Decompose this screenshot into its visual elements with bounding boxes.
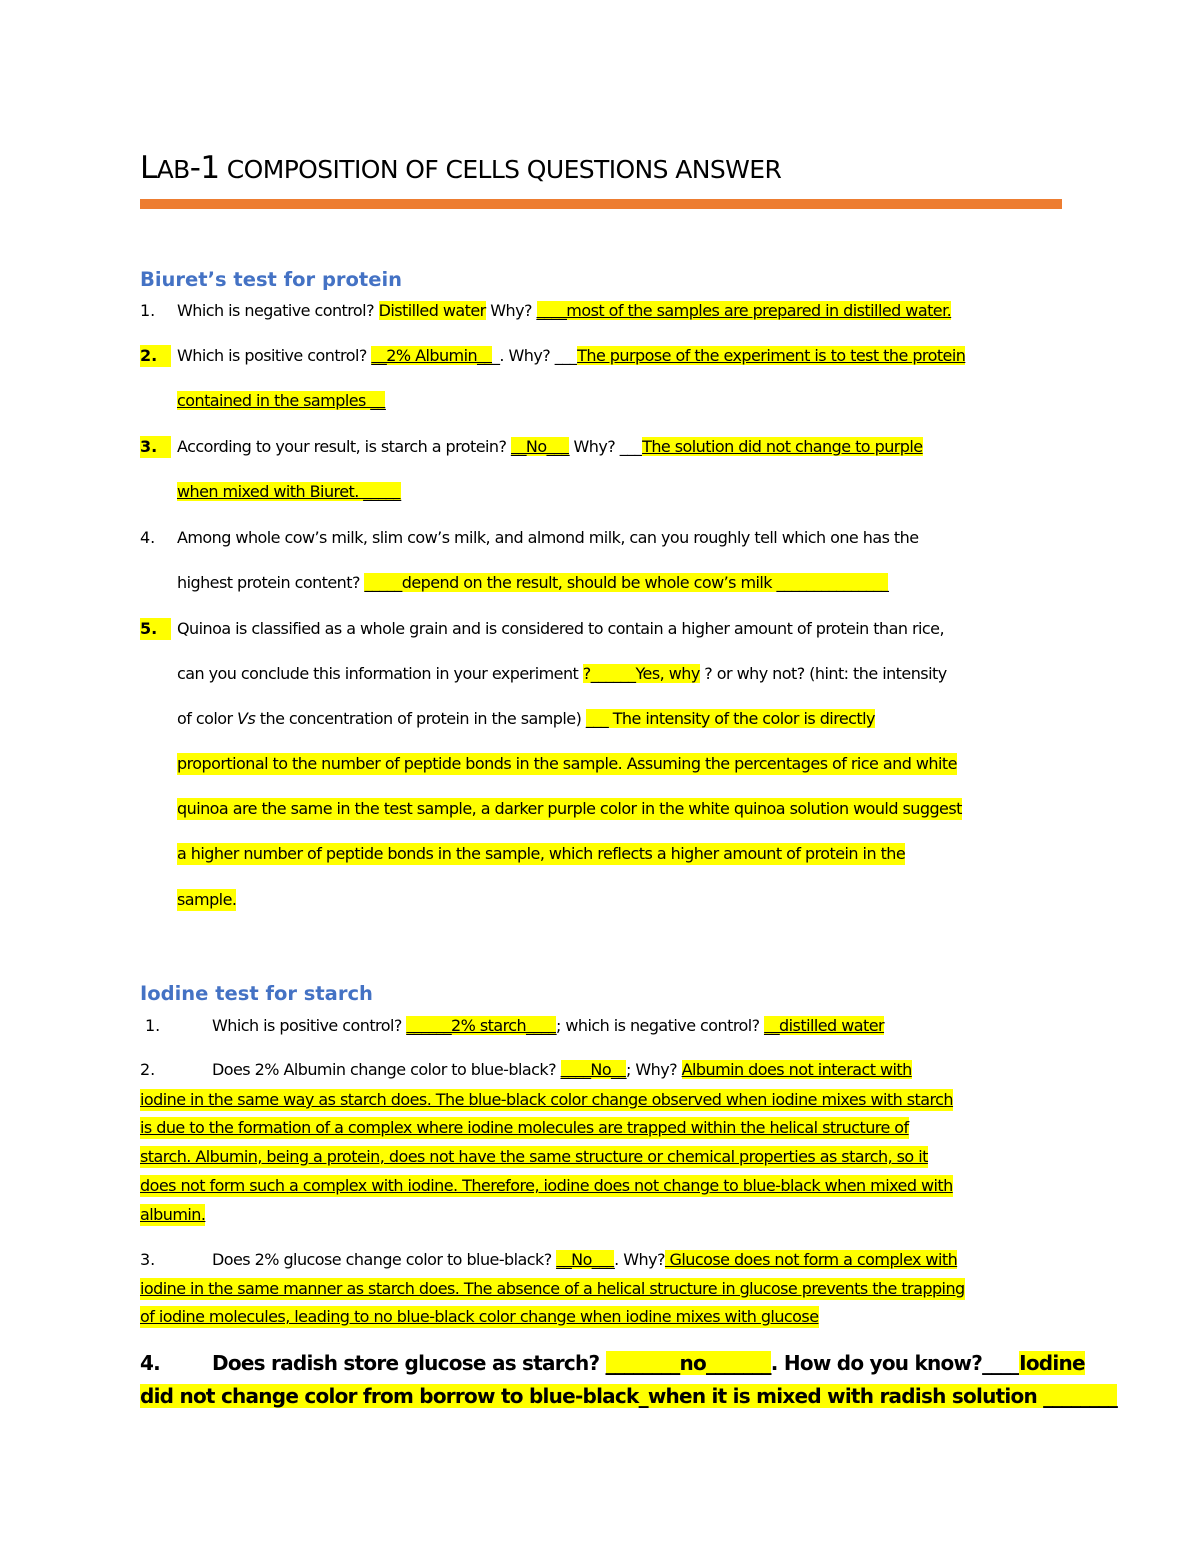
- iodine-q1-mid: ; which is negative control?: [555, 1016, 765, 1035]
- biuret-q5-line3-b: the concentration of protein in the sample): [255, 709, 586, 728]
- iodine-q3-line: iodine in the same manner as starch does. The absence of a helical structure in glucose prevents the trapping: [140, 1279, 965, 1298]
- biuret-q3-answer: __No___: [511, 437, 569, 456]
- iodine-q2-line: starch. Albumin, being a protein, does not have the same structure or chemical properties as starch, so it: [140, 1147, 928, 1166]
- biuret-q5-line3-vs: Vs: [237, 709, 256, 728]
- iodine-q2-text: Does 2% Albumin change color to blue-black?: [212, 1060, 561, 1079]
- biuret-q4-text: highest protein content?: [177, 573, 365, 592]
- iodine-q4-number: 4.: [140, 1351, 161, 1375]
- biuret-q3-reason-line1: The solution did not change to purple: [642, 437, 923, 456]
- biuret-q3-reason-line2: when mixed with Biuret. _____: [177, 482, 401, 501]
- biuret-q4-number: 4.: [140, 528, 156, 547]
- biuret-q2-line2: [177, 390, 385, 412]
- iodine-q4: [212, 1351, 1085, 1375]
- iodine-q2: [212, 1059, 912, 1081]
- iodine-q2-reason-line1: Albumin does not interact with: [681, 1060, 912, 1079]
- iodine-q2-line: iodine in the same way as starch does. The blue-black color change observed when iodine mixes with starch: [140, 1090, 954, 1109]
- iodine-q2-answer: ____No__: [560, 1060, 626, 1079]
- iodine-q4-answer: ________no_______: [605, 1351, 771, 1375]
- biuret-q4-answer: _____depend on the result, should be whole cow’s milk _______________: [364, 573, 889, 592]
- iodine-q2-line: is due to the formation of a complex where iodine molecules are trapped within the helical structure of: [140, 1118, 909, 1137]
- biuret-q2-number: 2.: [140, 345, 171, 367]
- iodine-heading: Iodine test for starch: [140, 982, 373, 1005]
- iodine-q2-why: ; Why?: [625, 1060, 682, 1079]
- biuret-q1-text: Which is negative control?: [177, 301, 379, 320]
- biuret-q1-answer: Distilled water: [378, 301, 486, 320]
- biuret-q5-line5: quinoa are the same in the test sample, a darker purple color in the white quinoa solution would suggest: [177, 799, 962, 818]
- biuret-q5-line7: sample.: [177, 890, 237, 909]
- iodine-q1-text: Which is positive control?: [212, 1016, 407, 1035]
- title-lead-small: AB: [156, 155, 190, 184]
- iodine-q3-answer: __No___: [556, 1250, 615, 1269]
- iodine-q4-text: Does radish store glucose as starch?: [212, 1351, 606, 1375]
- biuret-q5-line6: a higher number of peptide bonds in the sample, which reflects a higher amount of protein in the: [177, 844, 906, 863]
- biuret-q4-line1: Among whole cow’s milk, slim cow’s milk, and almond milk, can you roughly tell which one has the: [177, 528, 919, 547]
- iodine-q1-answer1: ______2% starch____: [406, 1016, 556, 1035]
- biuret-q5-line2-rest: ? or why not? (hint: the intensity: [699, 664, 947, 683]
- biuret-q2-reason-line1: The purpose of the experiment is to test the protein: [577, 346, 966, 365]
- iodine-q3-why: . Why?: [614, 1250, 665, 1269]
- biuret-q1: [177, 300, 951, 322]
- iodine-q3-line: of iodine molecules, leading to no blue-black color change when iodine mixes with glucose: [140, 1307, 819, 1326]
- title-lead-big: L: [140, 150, 157, 186]
- iodine-q4-mid: . How do you know?____: [770, 1351, 1020, 1375]
- biuret-q2-answer: __2% Albumin__: [371, 346, 492, 365]
- biuret-q2-why: _. Why? ___: [491, 346, 578, 365]
- biuret-q2: [177, 345, 965, 367]
- biuret-q5-line2: [177, 663, 947, 685]
- iodine-q4-line2: did not change color from borrow to blue-black_when it is mixed with radish solution ________: [140, 1384, 1118, 1408]
- iodine-q2-number: 2.: [140, 1060, 156, 1079]
- biuret-q3-text: According to your result, is starch a protein?: [177, 437, 512, 456]
- iodine-q3-number: 3.: [140, 1250, 156, 1269]
- biuret-q5-line2-text: can you conclude this information in your experiment: [177, 664, 583, 683]
- page-title: [140, 150, 781, 186]
- biuret-q5-line1: Quinoa is classified as a whole grain and is considered to contain a higher amount of protein than rice,: [177, 619, 944, 638]
- biuret-q5-line4: proportional to the number of peptide bonds in the sample. Assuming the percentages of rice and white: [177, 754, 957, 773]
- biuret-q5-line3-a: of color: [177, 709, 238, 728]
- biuret-q1-why: Why?: [485, 301, 537, 320]
- biuret-q5-number: 5.: [140, 618, 171, 640]
- biuret-q5-line3-answer: ___ The intensity of the color is directly: [585, 709, 875, 728]
- iodine-q3-reason-line1: Glucose does not form a complex with: [664, 1250, 958, 1269]
- biuret-q3-line2: [177, 481, 401, 503]
- biuret-q5-line3: [177, 708, 875, 730]
- biuret-q2-text: Which is positive control?: [177, 346, 372, 365]
- biuret-q3: [177, 436, 923, 458]
- iodine-q2-line: does not form such a complex with iodine. Therefore, iodine does not change to blue-black when mixed with: [140, 1176, 953, 1195]
- iodine-q1-number: 1.: [145, 1016, 161, 1035]
- iodine-q1-answer2: __distilled water: [764, 1016, 885, 1035]
- iodine-q4-reason-line1: Iodine: [1019, 1351, 1085, 1375]
- biuret-heading: Biuret’s test for protein: [140, 268, 403, 291]
- biuret-q4-line2: [177, 572, 888, 594]
- iodine-q2-line: albumin.: [140, 1205, 206, 1224]
- biuret-q2-reason-line2: contained in the samples __: [177, 391, 386, 410]
- title-rule: [140, 199, 1062, 209]
- biuret-q1-number: 1.: [140, 301, 156, 320]
- iodine-q1: [212, 1015, 884, 1037]
- title-rest: COMPOSITION OF CELLS QUESTIONS ANSWER: [219, 155, 782, 184]
- biuret-q5-line2-answer: ?______Yes, why: [582, 664, 700, 683]
- biuret-q1-reason: ____most of the samples are prepared in distilled water.: [536, 301, 952, 320]
- iodine-q3-text: Does 2% glucose change color to blue-black?: [212, 1250, 557, 1269]
- biuret-q3-why: Why? ___: [568, 437, 643, 456]
- title-number: -1: [189, 150, 220, 186]
- biuret-q3-number: 3.: [140, 436, 171, 458]
- iodine-q3: [212, 1249, 957, 1271]
